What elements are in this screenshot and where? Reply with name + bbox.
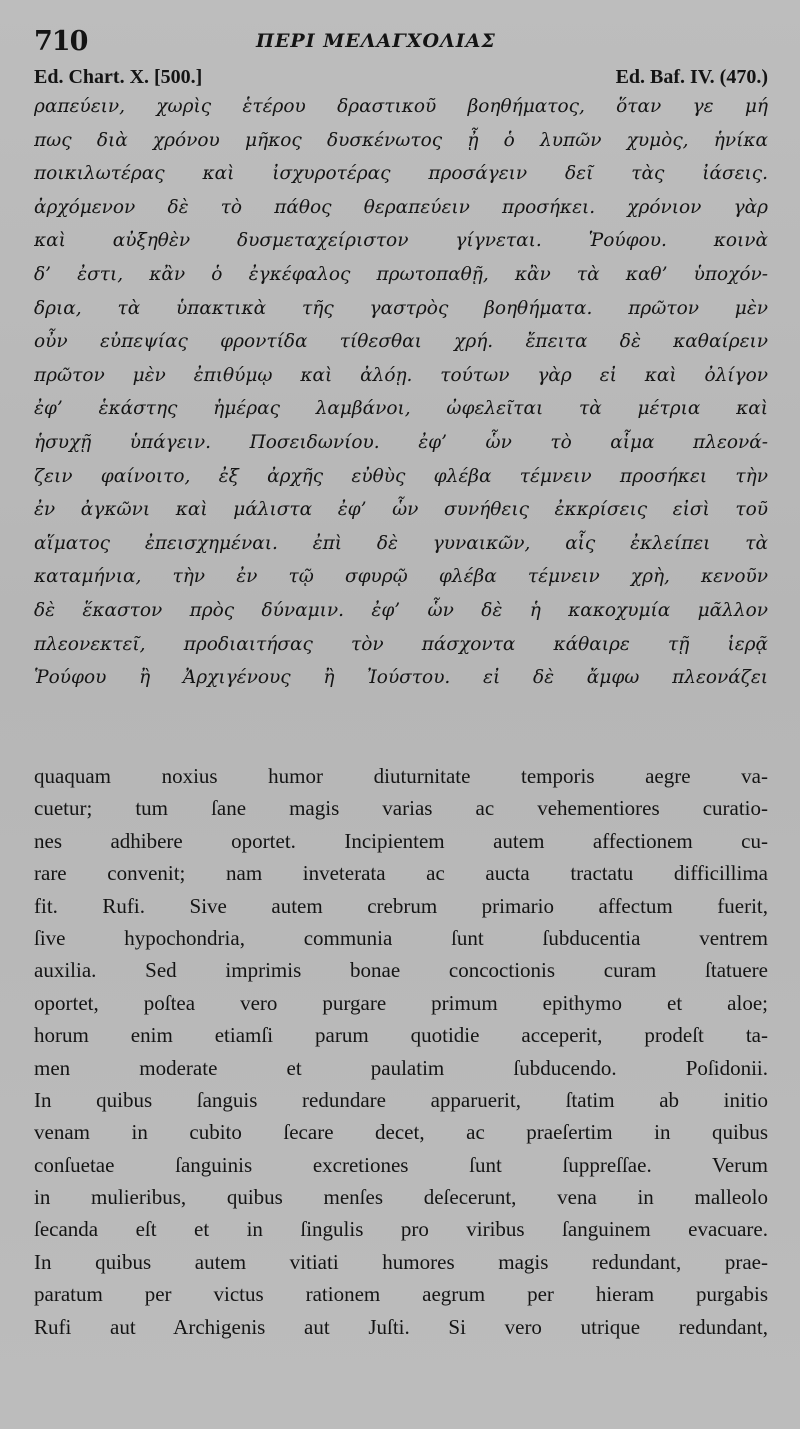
edition-reference-left: Ed. Chart. X. [500.] [34, 66, 203, 88]
latin-line: in mulieribus, quibus menſes deſecerunt, vena in malleolo [34, 1185, 768, 1210]
latin-line: In quibus ſanguis redundare apparuerit, ſtatim ab initio [34, 1087, 768, 1112]
greek-line: ἐφ’ ἑκάστης ἡμέρας λαμβάνοι, ὠφελεῖται τὰ μέτρια καὶ [34, 398, 768, 420]
latin-line: rare convenit; nam inveterata ac aucta tractatu difficillima [34, 861, 768, 886]
latin-text-block [34, 760, 768, 1343]
latin-line: men moderate et paulatim ſubducendo. Poſidonii. [34, 1055, 768, 1080]
latin-line: Rufi aut Archigenis aut Juſti. Si vero utrique redundant, [34, 1314, 768, 1339]
edition-reference-right: Ed. Baf. IV. (470.) [615, 66, 768, 88]
greek-line: δρια, τὰ ὑπακτικὰ τῆς γαστρὸς βοηθήματα. πρῶτον μὲν [34, 297, 768, 319]
latin-line: cuetur; tum ſane magis varias ac vehementiores curatio- [34, 796, 768, 821]
greek-line: ἐν ἀγκῶνι καὶ μάλιστα ἐφ’ ὧν συνήθεις ἐκκρίσεις εἰσὶ τοῦ [34, 499, 768, 521]
greek-line: ἡσυχῇ ὑπάγειν. Ποσειδωνίου. ἐφ’ ὧν τὸ αἷμα πλεονά- [34, 431, 768, 453]
page-number: 710 [34, 26, 88, 57]
greek-line: πρῶτον μὲν ἐπιθύμῳ καὶ ἀλόῃ. τούτων γὰρ εἰ καὶ ὀλίγον [34, 364, 768, 386]
greek-line: ραπεύειν, χωρὶς ἑτέρου δραστικοῦ βοηθήματος, ὅταν γε μή [34, 96, 768, 117]
latin-line: In quibus autem vitiati humores magis redundant, prae- [34, 1249, 768, 1274]
latin-line: ſive hypochondria, communia ſunt ſubducentia ventrem [34, 925, 768, 950]
greek-line: δὲ ἕκαστον πρὸς δύναμιν. ἐφ’ ὧν δὲ ἡ κακοχυμία μᾶλλον [34, 599, 768, 621]
greek-text-block [34, 90, 768, 695]
greek-line: ἀρχόμενον δὲ τὸ πάθος θεραπεύειν προσήκει. χρόνιον γὰρ [34, 196, 768, 218]
greek-line: δ’ ἐστι, κἂν ὁ ἐγκέφαλος πρωτοπαθῇ, κἂν τὰ καθ’ ὑποχόν- [34, 263, 768, 285]
latin-line: oportet, poſtea vero purgare primum epithymo et aloe; [34, 990, 768, 1015]
greek-line: καταμήνια, τὴν ἐν τῷ σφυρῷ φλέβα τέμνειν χρὴ, κενοῦν [34, 566, 768, 588]
latin-line: nes adhibere oportet. Incipientem autem affectionem cu- [34, 828, 768, 853]
latin-line: quaquam noxius humor diuturnitate temporis aegre va- [34, 764, 768, 788]
greek-line: καὶ αὐξηθὲν δυσμεταχείριστον γίγνεται. Ῥούφου. κοινὰ [34, 230, 768, 252]
greek-line: πως διὰ χρόνου μῆκος δυσκένωτος ᾖ ὁ λυπῶν χυμὸς, ἡνίκα [34, 129, 768, 151]
greek-line: ζειν φαίνοιτο, ἐξ ἀρχῆς εὐθὺς φλέβα τέμνειν προσήκει τὴν [34, 465, 768, 487]
latin-line: paratum per victus rationem aegrum per hieram purgabis [34, 1282, 768, 1307]
greek-line: πλεονεκτεῖ, προδιαιτήσας τὸν πάσχοντα κάθαιρε τῇ ἱερᾷ [34, 633, 768, 655]
greek-line: Ῥούφου ἢ Ἀρχιγένους ἢ Ἰούστου. εἰ δὲ ἄμφω πλεονάζει [34, 667, 768, 689]
running-title: ΠΕΡΙ ΜΕΛΑΓΧΟΛΙΑΣ [256, 30, 496, 52]
latin-line: conſuetae ſanguinis excretiones ſunt ſuppreſſae. Verum [34, 1152, 768, 1177]
page-header [34, 26, 770, 60]
greek-line: ποικιλωτέρας καὶ ἰσχυροτέρας προσάγειν δεῖ τὰς ἰάσεις. [34, 163, 768, 185]
greek-line: αἵματος ἐπεισχημέναι. ἐπὶ δὲ γυναικῶν, αἷς ἐκλείπει τὰ [34, 532, 768, 554]
latin-line: horum enim etiamſi parum quotidie acceperit, prodeſt ta- [34, 1023, 768, 1048]
latin-line: fit. Rufi. Sive autem crebrum primario affectum fuerit, [34, 893, 768, 918]
latin-line: auxilia. Sed imprimis bonae concoctionis curam ſtatuere [34, 958, 768, 983]
greek-line: οὖν εὐπεψίας φροντίδα τίθεσθαι χρή. ἔπειτα δὲ καθαίρειν [34, 331, 768, 353]
latin-line: ſecanda eſt et in ſingulis pro viribus ſanguinem evacuare. [34, 1217, 768, 1242]
latin-line: venam in cubito ſecare decet, ac praeſertim in quibus [34, 1120, 768, 1145]
